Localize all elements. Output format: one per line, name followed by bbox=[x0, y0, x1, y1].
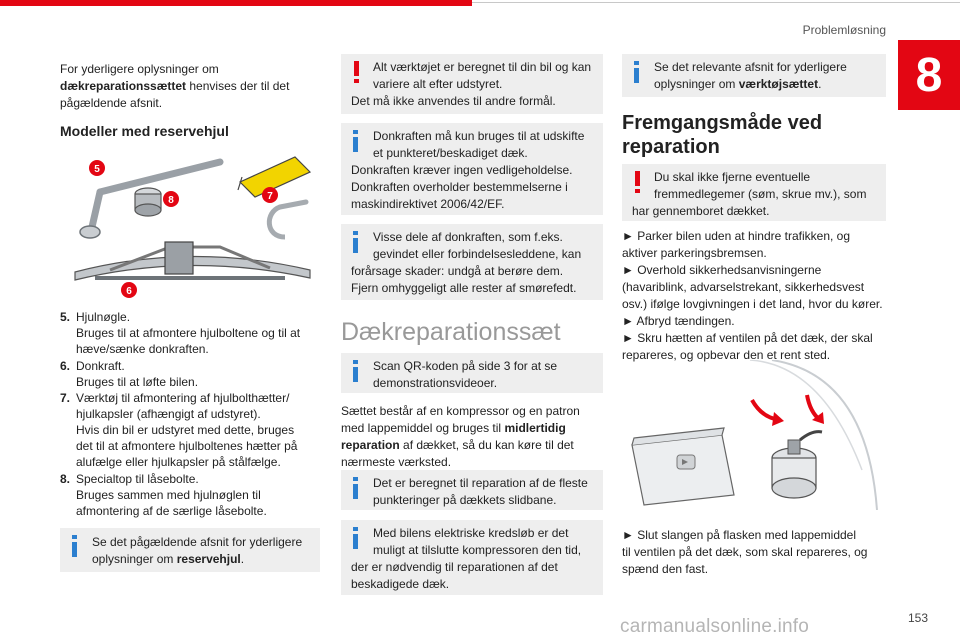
callout-6-label: 6 bbox=[126, 286, 132, 297]
info-note-qr: Scan QR-koden på side 3 for at se demonstrationsvideoer. bbox=[341, 353, 603, 393]
list-item-8: 8. Specialtop til låsebolte. Bruges sammen med hjulnøglen til afmontering af de særlige låsebolte. bbox=[60, 472, 267, 518]
info-note-electrical: Med bilens elektriske kredsløb er det muligt at tilslutte kompressoren den tid, der er nødvendig til reparationen af det beskadigede dæk. bbox=[341, 520, 603, 595]
warning-note-tools: Alt værktøjet er beregnet til din bil og kan variere alt efter udstyret. Det må ikke anvendes til andre formål. bbox=[341, 54, 603, 114]
tool-kit-illustration bbox=[70, 152, 320, 302]
heading-repair-kit: Dækreparationssæt bbox=[341, 318, 561, 346]
intro-line-2 bbox=[60, 78, 289, 95]
section-title: Problemløsning bbox=[802, 23, 886, 37]
chapter-badge: 8 bbox=[898, 40, 960, 110]
info-icon bbox=[69, 535, 81, 557]
info-icon bbox=[350, 527, 362, 549]
jack-icon bbox=[75, 242, 310, 280]
header-accent-bar bbox=[0, 0, 472, 6]
final-step: ► Slut slangen på flasken med lappemiddel til ventilen på det dæk, som skal repareres, og spænd den fast. bbox=[622, 528, 868, 576]
info-note-jack-parts: Visse dele af donkraften, som f.eks. gevindet eller forbindelsesleddene, kan forårsage skader: undgå at berøre dem. Fjern omhyggeligt alle rester af smørefedt. bbox=[341, 224, 603, 300]
hose bbox=[800, 432, 822, 440]
list-item-6: 6. Donkraft. Bruges til at løfte bilen. bbox=[60, 359, 199, 389]
lock-socket-icon bbox=[135, 188, 161, 216]
intro-bold: dækreparationssættet bbox=[60, 79, 187, 93]
info-note-punctures: Det er beregnet til reparation af de fleste punkteringer på dækkets slidbane. bbox=[341, 470, 603, 510]
warning-icon bbox=[631, 171, 643, 193]
page-number: 153 bbox=[908, 611, 929, 625]
callout-5-label: 5 bbox=[94, 164, 100, 175]
intro-post: henvises der til det bbox=[186, 79, 290, 93]
compressor-illustration bbox=[622, 360, 886, 510]
info-icon bbox=[350, 130, 362, 152]
warning-icon bbox=[350, 61, 362, 83]
info-note-spare-wheel: Se det pågældende afsnit for yderligere oplysninger om reservehjul. bbox=[60, 528, 320, 572]
sealant-bottle-icon bbox=[772, 440, 816, 498]
info-icon bbox=[350, 477, 362, 499]
info-icon bbox=[350, 231, 362, 253]
info-note-toolkit: Se det relevante afsnit for yderligere oplysninger om værktøjsættet. bbox=[622, 54, 886, 97]
callout-7-label: 7 bbox=[267, 191, 273, 202]
intro-line-1: For yderligere oplysninger om bbox=[60, 62, 219, 76]
list-item-5: 5. Hjulnøgle. Bruges til at afmontere hjulboltene og til at hæve/sænke donkraften. bbox=[60, 310, 301, 356]
procedure-steps: ► Parker bilen uden at hindre trafikken, og aktiver parkeringsbremsen. ► Overhold sikkerhedsanvisningerne (havariblink, advarselstrekant, sikkerhedsvest osv.) ifølge lovgivningen i det land, hvor du kører. ► Afbryd tændingen. ► Skru hætten af ventilen på det dæk, der skal repareres, og opbevar den et rent sted. bbox=[622, 229, 883, 362]
list-item-7: 7. Værktøj til afmontering af hjulbolthætter/ hjulkapsler (afhængigt af udstyret). Hvis din bil er udstyret med dette, bruges det til at afmontere hjulboltenes hætter på alufælge eller hjulkapsler på stålfælge. bbox=[60, 391, 298, 469]
warning-note-foreign-objects: Du skal ikke fjerne eventuelle fremmedlegemer (søm, skrue mv.), som har gennemboret dækket. bbox=[622, 164, 886, 221]
info-icon bbox=[350, 360, 362, 382]
callout-8-label: 8 bbox=[168, 195, 174, 206]
intro-line-3: pågældende afsnit. bbox=[60, 96, 163, 110]
heading-repair-procedure: Fremgangsmåde ved reparation bbox=[622, 112, 823, 158]
header-rule bbox=[472, 2, 960, 3]
repair-kit-description: Sættet består af en kompressor og en patron med lappemiddel og bruges til midlertidig reparation af dækket, så du kan køre til det nærmeste værksted. bbox=[341, 404, 580, 469]
subheading-spare-wheel: Modeller med reservehjul bbox=[60, 123, 229, 139]
info-note-jack: Donkraften må kun bruges til at udskifte et punkteret/beskadiget dæk. Donkraften kræver ingen vedligeholdelse. Donkraften overholder bestemmelserne i maskindirektivet 2006/42/EF. bbox=[341, 123, 603, 215]
watermark: carmanualsonline.info bbox=[620, 616, 810, 637]
info-icon bbox=[631, 61, 643, 83]
compressor-icon bbox=[632, 428, 734, 505]
